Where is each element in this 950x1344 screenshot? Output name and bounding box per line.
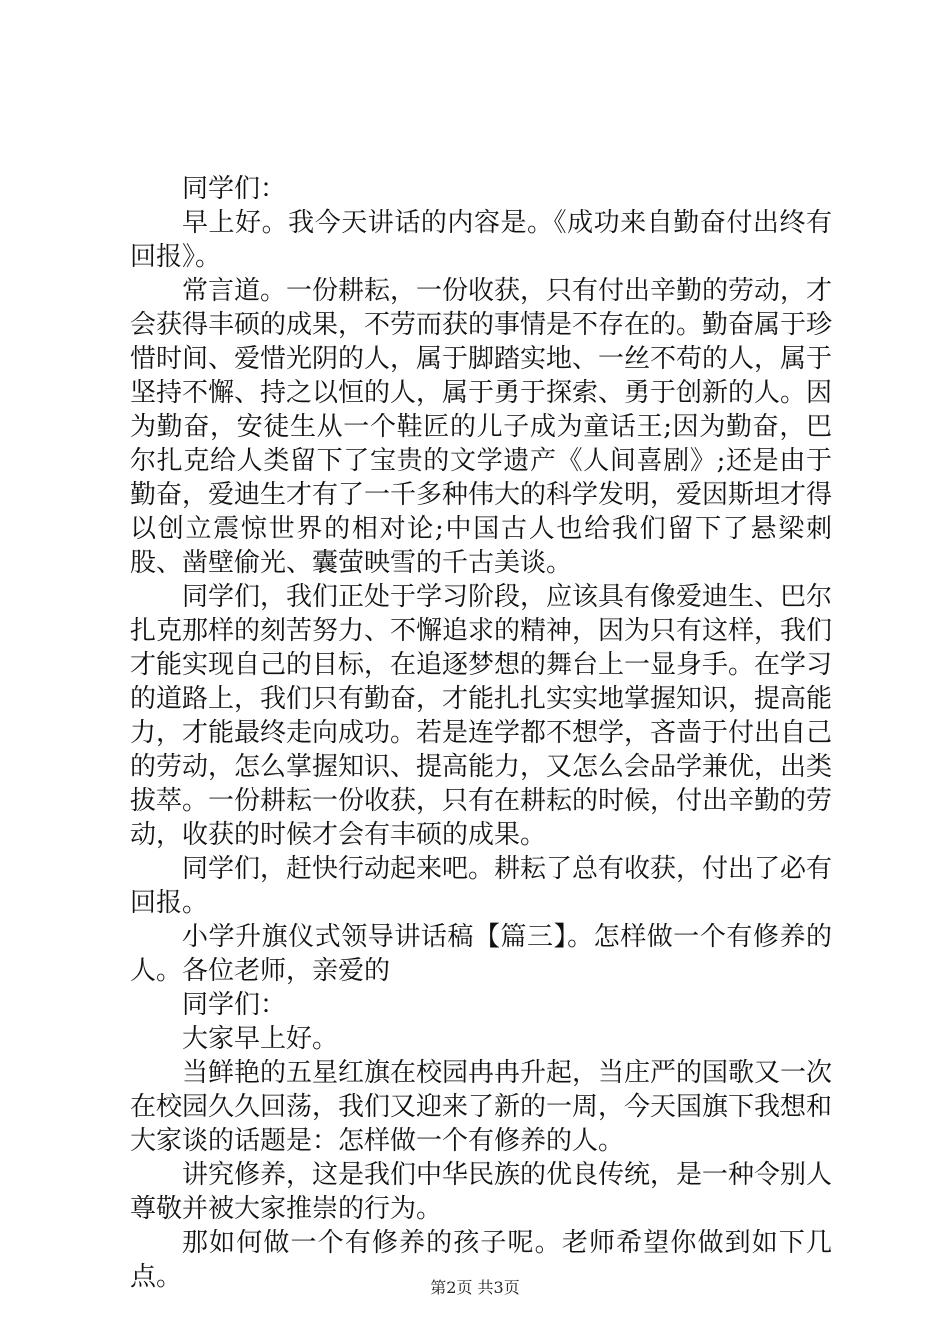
paragraph-call-to-action: 同学们，赶快行动起来吧。耕耘了总有收获，付出了必有回报。 bbox=[130, 854, 833, 918]
paragraph-greeting-2: 同学们： bbox=[182, 990, 287, 1020]
paragraph-good-morning: 大家早上好。 bbox=[182, 1024, 339, 1054]
paragraph-greeting: 同学们： bbox=[182, 174, 287, 204]
paragraph-study-stage: 同学们，我们正处于学习阶段，应该具有像爱迪生、巴尔扎克那样的刻苦努力、不懈追求的精神，因为只有这样，我们才能实现自己的目标，在追逐梦想的舞台上一显身手。在学习的道路上，我们只有勤奋，才能扎扎实实地掌握知识，提高能力，才能最终走向成功。若是连学都不想学，吝啬于付出自己的劳动，怎么掌握知识、提高能力，又怎么会品学兼优，出类拔萃。一份耕耘一份收获，只有在耕耘的时候，付出辛勤的劳动，收获的时候才会有丰硕的成果。 bbox=[130, 582, 833, 850]
paragraph-cultivation: 讲究修养，这是我们中华民族的优良传统，是一种令别人尊敬并被大家推崇的行为。 bbox=[130, 1160, 833, 1224]
paragraph-flag-raising: 当鲜艳的五星红旗在校园冉冉升起，当庄严的国歌又一次在校园久久回荡，我们又迎来了新的一周，今天国旗下我想和大家谈的话题是：怎样做一个有修养的人。 bbox=[130, 1058, 833, 1156]
paragraph-topic: 早上好。我今天讲话的内容是。《成功来自勤奋付出终有回报》。 bbox=[130, 208, 832, 272]
page-indicator: 第2页 共3页 bbox=[430, 1278, 520, 1297]
document-body bbox=[130, 172, 832, 1294]
paragraph-section-three-title: 小学升旗仪式领导讲话稿【篇三】。怎样做一个有修养的人。各位老师，亲爱的 bbox=[130, 922, 832, 986]
paragraph-how-to: 那如何做一个有修养的孩子呢。老师希望你做到如下几点。 bbox=[130, 1228, 832, 1292]
paragraph-diligence: 常言道。一份耕耘，一份收获，只有付出辛勤的劳动，才会获得丰硕的成果，不劳而获的事情是不存在的。勤奋属于珍惜时间、爱惜光阴的人，属于脚踏实地、一丝不苟的人，属于坚持不懈、持之以恒的人，属于勇于探索、勇于创新的人。因为勤奋，安徒生从一个鞋匠的儿子成为童话王;因为勤奋，巴尔扎克给人类留下了宝贵的文学遗产《人间喜剧》;还是由于勤奋，爱迪生才有了一千多种伟大的科学发明，爱因斯坦才得以创立震惊世界的相对论;中国古人也给我们留下了悬梁刺股、凿壁偷光、囊萤映雪的千古美谈。 bbox=[130, 276, 833, 578]
